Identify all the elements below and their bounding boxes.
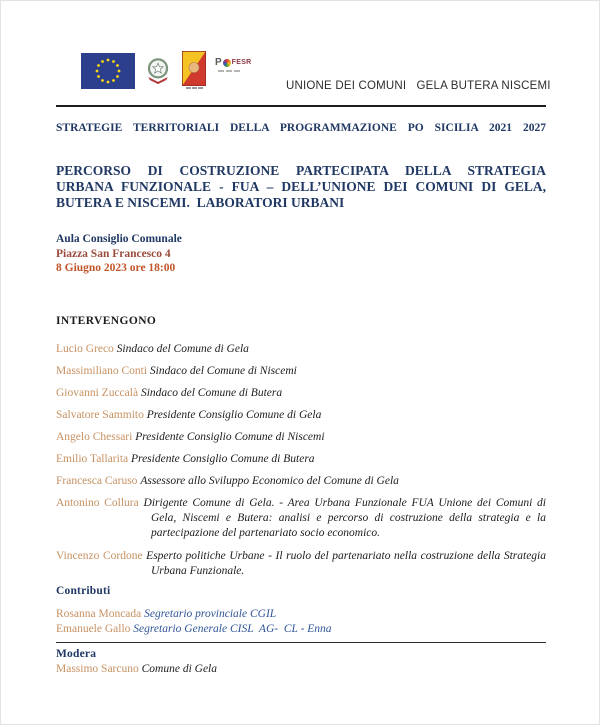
person-name: Emilio Tallarita xyxy=(56,453,129,465)
person-role: Sindaco del Comune di Niscemi xyxy=(149,365,297,377)
person-name: Salvatore Sammito xyxy=(56,409,144,421)
person-name: Giovanni Zuccalà xyxy=(56,387,139,399)
person-entry xyxy=(56,452,546,466)
po-fesr-logo xyxy=(215,57,261,72)
person-name: Vincenzo Cordone xyxy=(56,550,143,562)
footer-divider xyxy=(56,642,546,643)
person-name: Francesca Caruso xyxy=(56,475,138,487)
person-role: Presidente Consiglio Comune di Gela xyxy=(146,409,322,421)
person-name: Angelo Chessari xyxy=(56,431,133,443)
person-entry xyxy=(56,386,546,400)
header-divider xyxy=(56,105,546,107)
person-name: Emanuele Gallo xyxy=(56,622,131,635)
sicily-caption-marks xyxy=(186,87,203,89)
venue-block xyxy=(56,232,182,276)
event-title-line-1: PERCORSO DI COSTRUZIONE PARTECIPATA DELLA STRATEGIA xyxy=(56,163,546,178)
person-role: Sindaco del Comune di Butera xyxy=(140,387,283,399)
person-entry xyxy=(56,364,546,378)
po-fesr-subtext-marks xyxy=(215,70,261,72)
italy-emblem-icon xyxy=(143,51,173,91)
header-logos xyxy=(81,51,261,95)
event-datetime: 8 Giugno 2023 ore 18:00 xyxy=(56,262,176,274)
po-fesr-p: P xyxy=(215,57,222,68)
person-role: Segretario Generale CISL AG- CL - Enna xyxy=(133,622,332,635)
person-entry xyxy=(56,342,546,356)
person-name: Massimiliano Conti xyxy=(56,365,148,377)
venue-hall: Aula Consiglio Comunale xyxy=(56,233,182,245)
po-fesr-ring-icon xyxy=(223,59,231,67)
person-name: Rosanna Moncada xyxy=(56,608,142,620)
venue-address: Piazza San Francesco 4 xyxy=(56,247,171,260)
person-entry xyxy=(56,474,546,488)
person-entry xyxy=(56,607,546,622)
event-title xyxy=(56,163,546,211)
person-role: Dirigente Comune di Gela. - Area Urbana Funzionale FUA Unione dei Comuni di Gela, Niscemi e Butera: analisi e percorso di costruzione della strategia e la partecipazione del partenariato socio economico. xyxy=(143,497,547,539)
speakers-heading: INTERVENGONO xyxy=(56,315,157,327)
event-title-line-2: URBANA FUNZIONALE - FUA – DELL’UNIONE DEI COMUNI DI GELA, xyxy=(56,179,546,194)
person-name: Massimo Sarcuno xyxy=(56,663,139,675)
person-role: Sindaco del Comune di Gela xyxy=(116,343,249,355)
sicily-flag-icon xyxy=(181,51,207,89)
person-role: Presidente Consiglio Comune di Niscemi xyxy=(135,431,325,443)
person-entry xyxy=(56,496,546,541)
person-name: Lucio Greco xyxy=(56,343,114,355)
moderator-heading: Modera xyxy=(56,648,97,660)
moderator-entry xyxy=(56,662,546,676)
speakers-list xyxy=(56,342,546,587)
person-role: Comune di Gela xyxy=(141,663,217,675)
person-name: Antonino Collura xyxy=(56,497,139,509)
person-entry xyxy=(56,549,546,579)
person-entry xyxy=(56,430,546,444)
person-entry xyxy=(56,408,546,422)
event-title-line-3: BUTERA E NISCEMI. LABORATORI URBANI xyxy=(56,195,345,210)
po-fesr-fesr: FESR xyxy=(231,59,252,66)
contributions-list xyxy=(56,607,546,636)
eu-flag-icon xyxy=(81,53,135,89)
contributions-heading: Contributi xyxy=(56,585,111,597)
program-title: STRATEGIE TERRITORIALI DELLA PROGRAMMAZIONE PO SICILIA 2021 2027 xyxy=(56,122,546,134)
person-role: Segretario provinciale CGIL xyxy=(144,608,277,620)
person-entry xyxy=(56,622,546,637)
person-role: Presidente Consiglio Comune di Butera xyxy=(131,453,315,465)
person-role: Esperto politiche Urbane - Il ruolo del partenariato nella costruzione della Strategia Urbana Funzionale. xyxy=(146,550,546,577)
union-of-communes-label: UNIONE DEI COMUNI GELA BUTERA NISCEMI xyxy=(286,80,551,92)
person-role: Assessore allo Sviluppo Economico del Comune di Gela xyxy=(140,475,399,487)
